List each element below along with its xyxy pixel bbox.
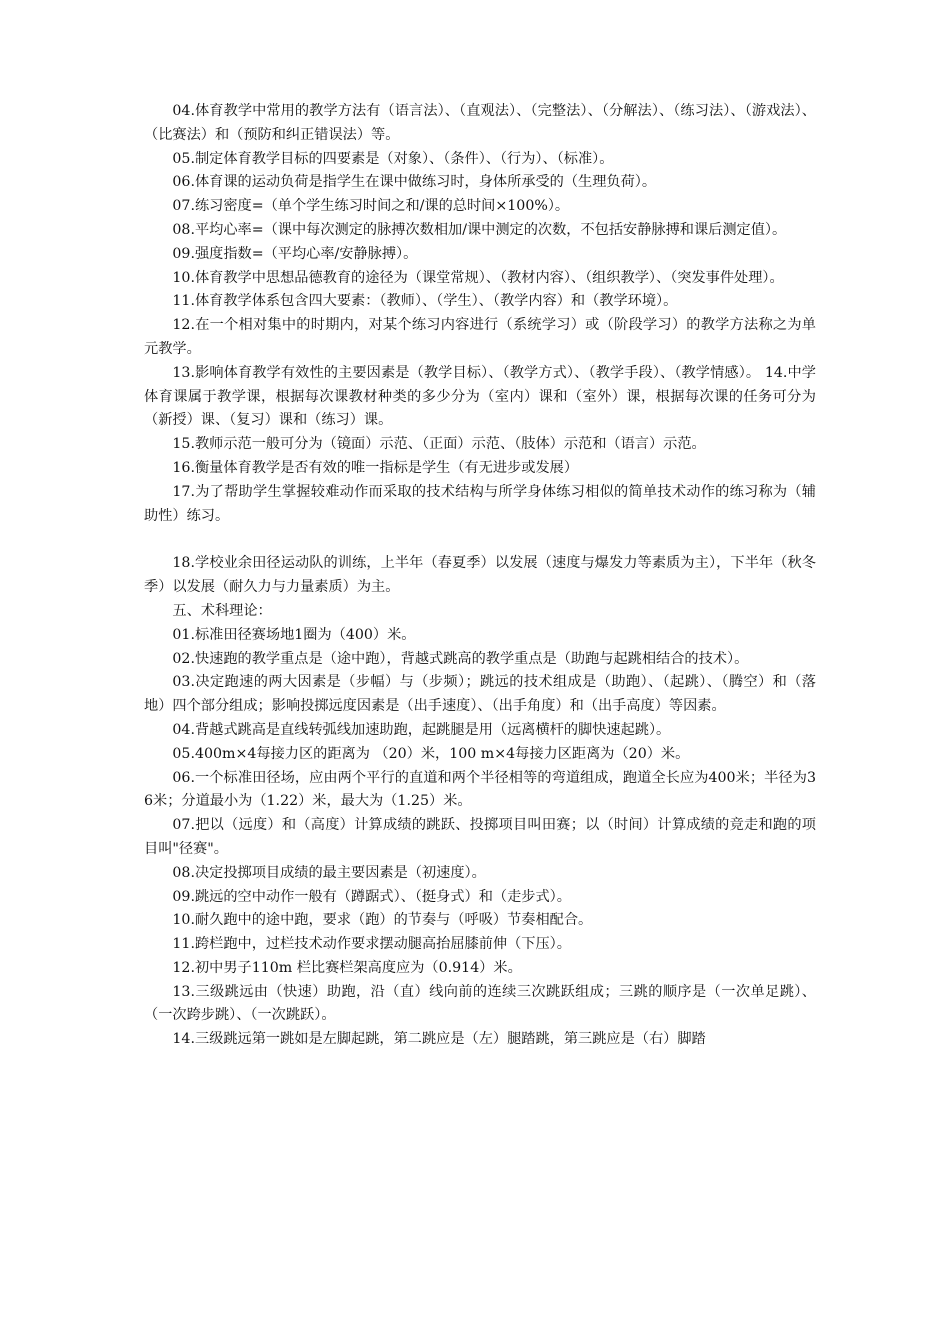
paragraph-13-14-teaching-factors: 13.影响体育教学有效性的主要因素是（教学目标）、（教学方式）、（教学手段）、（教学情感）。 14.中学体育课属于教学课，根据每次课教材种类的多少分为（室内）课和（室外）课，根据每次课的任务可分为（新授）课、（复习）课和（练习）课。 xyxy=(144,364,816,429)
paragraph-09-intensity-index: 09.强度指数=（平均心率/安静脉搏）。 xyxy=(172,245,418,262)
paragraph-05-relay-zone: 05.400m×4每接力区的距离为 （20）米，100 m×4每接力区距离为（20）米。 xyxy=(172,745,690,762)
blank-line xyxy=(144,528,816,552)
section-heading-theory: 五、术科理论： xyxy=(172,602,272,619)
paragraph-04-teaching-methods: 04.体育教学中常用的教学方法有（语言法）、（直观法）、（完整法）、（分解法）、（练习法）、（游戏法）、（比赛法）和（预防和纠正错误法）等。 xyxy=(144,103,816,143)
paragraph-14-triple-jump-order: 14.三级跳远第一跳如是左脚起跳，第二跳应是（左）腿踏跳，第三跳应是（右）脚踏 xyxy=(172,1031,706,1048)
paragraph-12-unit-teaching: 12.在一个相对集中的时期内，对某个练习内容进行（系统学习）或（阶段学习）的教学方法称之为单元教学。 xyxy=(144,317,816,357)
paragraph-07-practice-density: 07.练习密度=（单个学生练习时间之和/课的总时间×100%）。 xyxy=(172,198,570,215)
paragraph-15-demonstration: 15.教师示范一般可分为（镜面）示范、（正面）示范、（肢体）示范和（语言）示范。 xyxy=(172,436,706,453)
paragraph-10-endurance-run: 10.耐久跑中的途中跑，要求（跑）的节奏与（呼吸）节奏相配合。 xyxy=(172,912,593,929)
paragraph-09-long-jump-air: 09.跳远的空中动作一般有（蹲踞式）、（挺身式）和（走步式）。 xyxy=(172,888,571,905)
paragraph-04-high-jump: 04.背越式跳高是直线转弧线加速助跑，起跳腿是用（远离横杆的脚快速起跳）。 xyxy=(172,721,671,738)
document-body xyxy=(144,100,816,1052)
paragraph-11-teaching-system: 11.体育教学体系包含四大要素：（教师）、（学生）、（教学内容）和（教学环境）。 xyxy=(172,293,678,310)
paragraph-05-objective-elements: 05.制定体育教学目标的四要素是（对象）、（条件）、（行为）、（标准）。 xyxy=(172,150,614,167)
paragraph-12-hurdle-height: 12.初中男子110m 栏比赛栏架高度应为（0.914）米。 xyxy=(172,959,522,976)
paragraph-08-throwing-factor: 08.决定投掷项目成绩的最主要因素是（初速度）。 xyxy=(172,864,486,881)
paragraph-10-moral-education: 10.体育教学中思想品德教育的途径为（课堂常规）、（教材内容）、（组织教学）、（突发事件处理）。 xyxy=(172,269,784,286)
paragraph-06-exercise-load: 06.体育课的运动负荷是指学生在课中做练习时，身体所承受的（生理负荷）。 xyxy=(172,174,657,191)
paragraph-08-average-heart-rate: 08.平均心率=（课中每次测定的脉搏次数相加/课中测定的次数，不包括安静脉搏和课后测定值）。 xyxy=(172,221,787,238)
paragraph-13-triple-jump: 13.三级跳远由（快速）助跑，沿（直）线向前的连续三次跳跃组成；三跳的顺序是（一次单足跳）、（一次跨步跳）、（一次跳跃）。 xyxy=(144,983,816,1024)
paragraph-02-sprint-focus: 02.快速跑的教学重点是（途中跑），背越式跳高的教学重点是（助跑与起跳相结合的技术）。 xyxy=(172,650,749,667)
paragraph-07-field-track-events: 07.把以（远度）和（高度）计算成绩的跳跃、投掷项目叫田赛；以（时间）计算成绩的竞走和跑的项目叫"径赛"。 xyxy=(144,817,816,857)
paragraph-18-track-team-training: 18.学校业余田径运动队的训练，上半年（春夏季）以发展（速度与爆发力等素质为主），下半年（秋冬季）以发展（耐久力与力量素质）为主。 xyxy=(144,555,816,596)
paragraph-06-standard-track: 06.一个标准田径场，应由两个平行的直道和两个半径相等的弯道组成，跑道全长应为400米；半径为36米；分道最小为（1.22）米，最大为（1.25）米。 xyxy=(144,769,816,810)
paragraph-17-auxiliary-practice: 17.为了帮助学生掌握较难动作而采取的技术结构与所学身体练习相似的简单技术动作的练习称为（辅助性）练习。 xyxy=(144,483,816,524)
paragraph-01-track-lap: 01.标准田径赛场地1圈为（400）米。 xyxy=(172,626,416,643)
paragraph-16-effectiveness: 16.衡量体育教学是否有效的唯一指标是学生（有无进步或发展） xyxy=(172,459,579,476)
paragraph-11-hurdles: 11.跨栏跑中，过栏技术动作要求摆动腿高抬屈膝前伸（下压）。 xyxy=(172,936,571,953)
paragraph-03-running-speed: 03.决定跑速的两大因素是（步幅）与（步频）；跳远的技术组成是（助跑）、（起跳）、（腾空）和（落地）四个部分组成；影响投掷远度因素是（出手速度）、（出手角度）和（出手高度）等因素。 xyxy=(144,674,816,715)
